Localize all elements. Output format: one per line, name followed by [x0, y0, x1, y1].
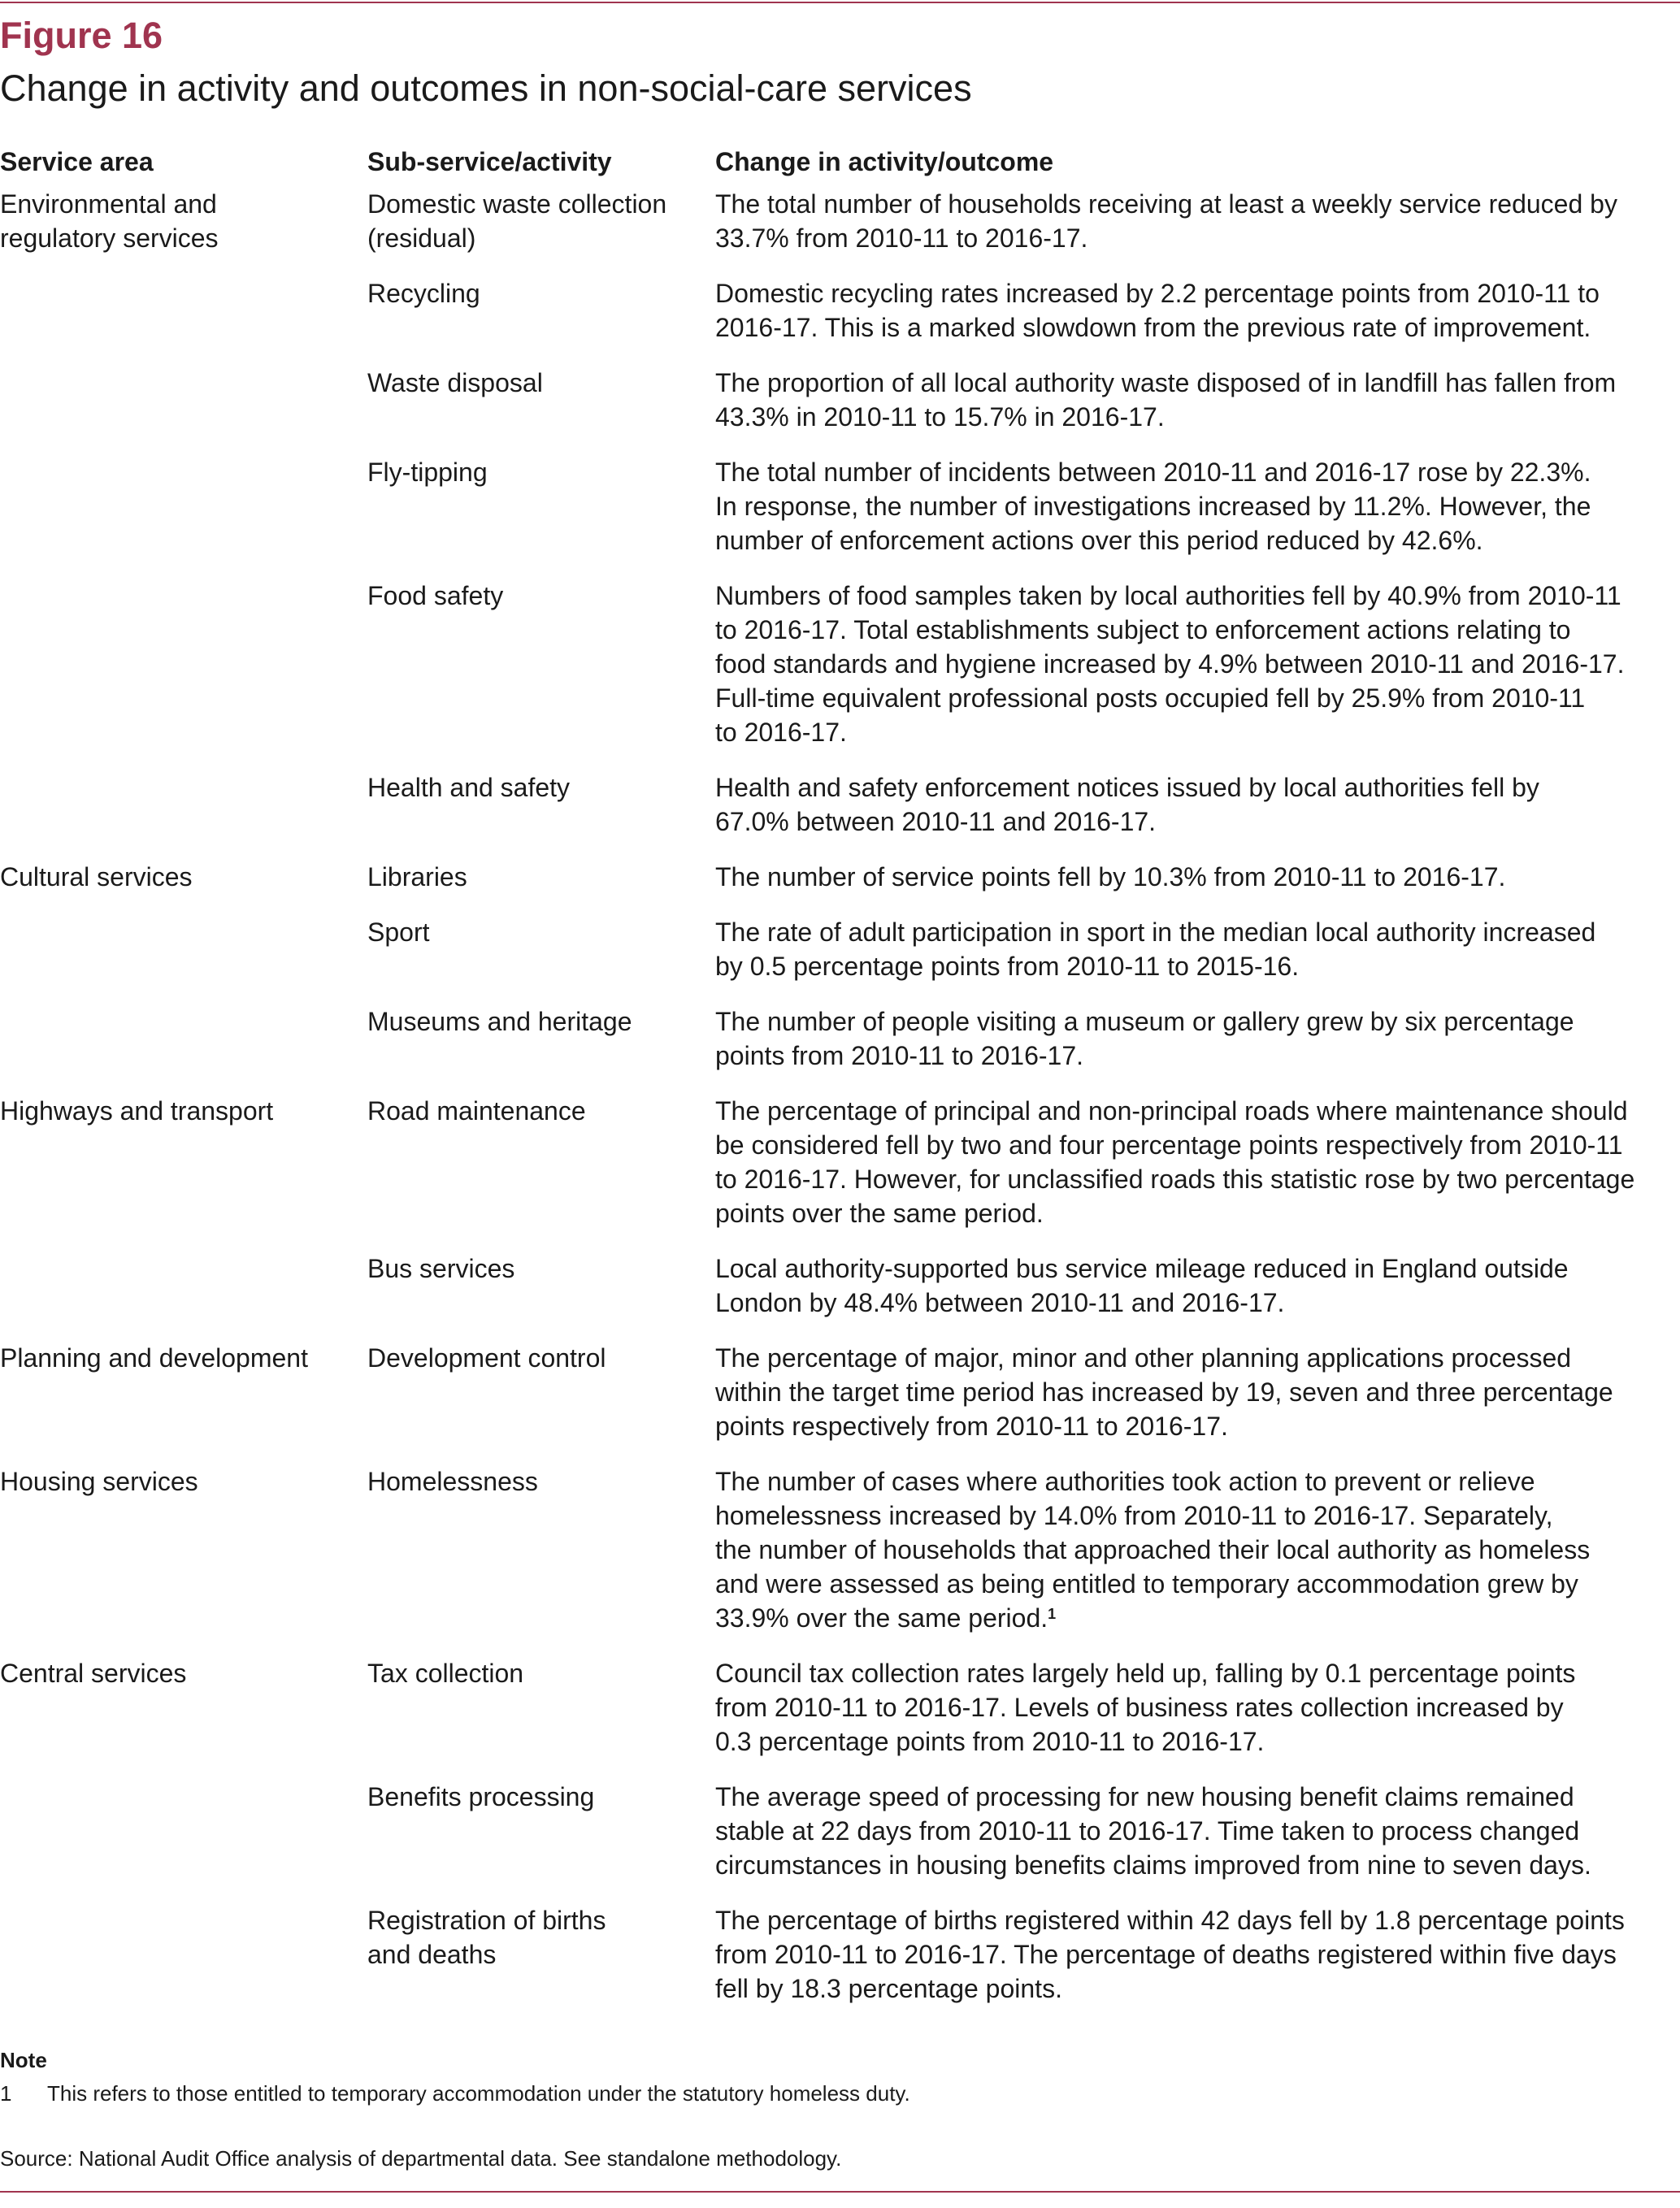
bottom-rule — [0, 2191, 1680, 2193]
change-cell-text: The number of cases where authorities took action to prevent or relieve homelessness increased by 14.0% from 2010-11 to 2016-17. Separately, the number of households that approached their local authority as homeless and were assessed as being entitled to temporary accommodation grew by 33.9% over the same period. — [715, 1467, 1591, 1633]
change-cell-text: Domestic recycling rates increased by 2.2 percentage points from 2010-11 to 2016-17. This is a marked slowdown from the previous rate of improvement. — [715, 279, 1600, 342]
sub-service-cell — [367, 1903, 715, 2027]
figure-label: Figure 16 — [0, 15, 163, 56]
table-header-row — [0, 138, 1666, 187]
service-area-cell — [0, 770, 367, 860]
change-cell-text: Council tax collection rates largely held up, falling by 0.1 percentage points from 2010-11 to 2016-17. Levels of business rates collection increased by 0.3 percentage points from 2010-11 to 2016-17. — [715, 1659, 1576, 1756]
activity-outcomes-table — [0, 138, 1666, 2027]
service-area-cell — [0, 187, 367, 276]
table-row — [0, 1464, 1666, 1656]
table-row — [0, 1094, 1666, 1251]
change-cell — [715, 276, 1666, 366]
table-row — [0, 860, 1666, 915]
change-cell-text: Local authority-supported bus service mileage reduced in England outside London by 48.4% between 2010-11 and 2016-17. — [715, 1254, 1569, 1317]
table-row — [0, 770, 1666, 860]
sub-service-cell-text: Waste disposal — [367, 368, 543, 397]
change-cell — [715, 1094, 1666, 1251]
service-area-cell — [0, 276, 367, 366]
sub-service-cell-text: Health and safety — [367, 773, 571, 802]
service-area-cell — [0, 915, 367, 1004]
sub-service-cell-text: Development control — [367, 1343, 606, 1373]
service-area-cell — [0, 1251, 367, 1341]
table-row — [0, 187, 1666, 276]
service-area-cell-text: Environmental and regulatory services — [0, 189, 219, 253]
change-cell — [715, 770, 1666, 860]
change-cell-text: The total number of incidents between 2010-11 and 2016-17 rose by 22.3%. In response, the number of investigations increased by 11.2%. However, the number of enforcement actions over this period reduced by 42.6%. — [715, 458, 1591, 555]
change-cell — [715, 860, 1666, 915]
footnote-ref: 1 — [1048, 1606, 1057, 1622]
note-number: 1 — [0, 2081, 12, 2106]
change-cell — [715, 1004, 1666, 1094]
change-cell — [715, 187, 1666, 276]
note-title: Note — [0, 2048, 47, 2072]
sub-service-cell — [367, 1251, 715, 1341]
change-cell-text: The total number of households receiving at least a weekly service reduced by 33.7% from 2010-11 to 2016-17. — [715, 189, 1617, 253]
service-area-cell — [0, 1094, 367, 1251]
sub-service-cell-text: Registration of births and deaths — [367, 1906, 606, 1969]
service-area-cell-text: Highways and transport — [0, 1096, 274, 1126]
sub-service-cell-text: Bus services — [367, 1254, 515, 1283]
service-area-cell — [0, 1464, 367, 1656]
service-area-cell-text: Housing services — [0, 1467, 198, 1496]
table-row — [0, 1780, 1666, 1903]
sub-service-cell-text: Road maintenance — [367, 1096, 586, 1126]
change-cell-text: The percentage of major, minor and other planning applications processed within the target time period has increased by 19, seven and three percentage points respectively from 2010-11 to 2016-17. — [715, 1343, 1613, 1441]
service-area-cell — [0, 860, 367, 915]
change-cell-text: The number of service points fell by 10.3% from 2010-11 to 2016-17. — [715, 862, 1506, 891]
change-cell-text: Numbers of food samples taken by local authorities fell by 40.9% from 2010-11 to 2016-17. Total establishments subject to enforcement actions relating to food standards and hygiene increased by 4.9% between 2010-11 and 2016-17. Full-time equivalent professional posts occupied fell by 25.9% from 2010-11 to 2016-17. — [715, 581, 1625, 747]
sub-service-cell — [367, 579, 715, 770]
sub-service-cell — [367, 1464, 715, 1656]
change-cell-text: The average speed of processing for new housing benefit claims remained stable at 22 days from 2010-11 to 2016-17. Time taken to process changed circumstances in housing benefits claims improved from nine to seven days. — [715, 1782, 1591, 1880]
sub-service-cell — [367, 187, 715, 276]
service-area-cell — [0, 1656, 367, 1780]
table-row — [0, 1251, 1666, 1341]
sub-service-cell — [367, 770, 715, 860]
table-row — [0, 455, 1666, 579]
sub-service-cell-text: Homelessness — [367, 1467, 538, 1496]
note-item — [0, 2080, 910, 2107]
sub-service-cell-text: Libraries — [367, 862, 467, 891]
change-cell — [715, 915, 1666, 1004]
service-area-cell-text: Cultural services — [0, 862, 193, 891]
table-row — [0, 1341, 1666, 1464]
table-row — [0, 1004, 1666, 1094]
sub-service-cell — [367, 1094, 715, 1251]
sub-service-cell-text: Museums and heritage — [367, 1007, 632, 1036]
sub-service-cell — [367, 860, 715, 915]
change-cell — [715, 1341, 1666, 1464]
service-area-cell — [0, 579, 367, 770]
service-area-cell — [0, 1903, 367, 2027]
sub-service-cell — [367, 1004, 715, 1094]
change-cell-text: The percentage of principal and non-principal roads where maintenance should be considered fell by two and four percentage points respectively from 2010-11 to 2016-17. However, for unclassified roads this statistic rose by two percentage points over the same period. — [715, 1096, 1635, 1228]
change-cell — [715, 1780, 1666, 1903]
sub-service-cell — [367, 915, 715, 1004]
service-area-cell-text: Planning and development — [0, 1343, 308, 1373]
service-area-cell — [0, 1004, 367, 1094]
table-row — [0, 1656, 1666, 1780]
sub-service-cell-text: Recycling — [367, 279, 480, 308]
service-area-cell — [0, 1341, 367, 1464]
sub-service-cell-text: Domestic waste collection (residual) — [367, 189, 667, 253]
sub-service-cell — [367, 1341, 715, 1464]
top-rule — [0, 2, 1680, 3]
change-cell — [715, 366, 1666, 455]
sub-service-cell — [367, 366, 715, 455]
sub-service-cell-text: Food safety — [367, 581, 504, 610]
change-cell — [715, 579, 1666, 770]
figure-title: Change in activity and outcomes in non-social-care services — [0, 67, 972, 109]
table-row — [0, 366, 1666, 455]
table-row — [0, 579, 1666, 770]
sub-service-cell — [367, 455, 715, 579]
change-cell-text: Health and safety enforcement notices issued by local authorities fell by 67.0% between 2010-11 and 2016-17. — [715, 773, 1539, 836]
sub-service-cell-text: Tax collection — [367, 1659, 524, 1688]
header-sub-service: Sub-service/activity — [367, 147, 612, 176]
change-cell-text: The proportion of all local authority waste disposed of in landfill has fallen from 43.3% in 2010-11 to 15.7% in 2016-17. — [715, 368, 1617, 432]
change-cell — [715, 1903, 1666, 2027]
table-row — [0, 276, 1666, 366]
service-area-cell — [0, 1780, 367, 1903]
change-cell — [715, 1251, 1666, 1341]
header-change: Change in activity/outcome — [715, 147, 1054, 176]
change-cell — [715, 1464, 1666, 1656]
change-cell — [715, 1656, 1666, 1780]
source-text: Source: National Audit Office analysis of departmental data. See standalone methodology. — [0, 2146, 842, 2171]
note-text: This refers to those entitled to temporary accommodation under the statutory homeless duty. — [47, 2081, 910, 2106]
sub-service-cell — [367, 1656, 715, 1780]
service-area-cell — [0, 455, 367, 579]
header-service-area: Service area — [0, 147, 154, 176]
service-area-cell — [0, 366, 367, 455]
sub-service-cell-text: Sport — [367, 917, 430, 947]
service-area-cell-text: Central services — [0, 1659, 187, 1688]
sub-service-cell — [367, 1780, 715, 1903]
change-cell-text: The percentage of births registered within 42 days fell by 1.8 percentage points from 2010-11 to 2016-17. The percentage of deaths registered within five days fell by 18.3 percentage points. — [715, 1906, 1625, 2003]
table-row — [0, 1903, 1666, 2027]
sub-service-cell — [367, 276, 715, 366]
sub-service-cell-text: Fly-tipping — [367, 458, 488, 487]
change-cell-text: The number of people visiting a museum or gallery grew by six percentage points from 2010-11 to 2016-17. — [715, 1007, 1574, 1070]
table-row — [0, 915, 1666, 1004]
change-cell — [715, 455, 1666, 579]
change-cell-text: The rate of adult participation in sport in the median local authority increased by 0.5 percentage points from 2010-11 to 2015-16. — [715, 917, 1596, 981]
sub-service-cell-text: Benefits processing — [367, 1782, 595, 1811]
